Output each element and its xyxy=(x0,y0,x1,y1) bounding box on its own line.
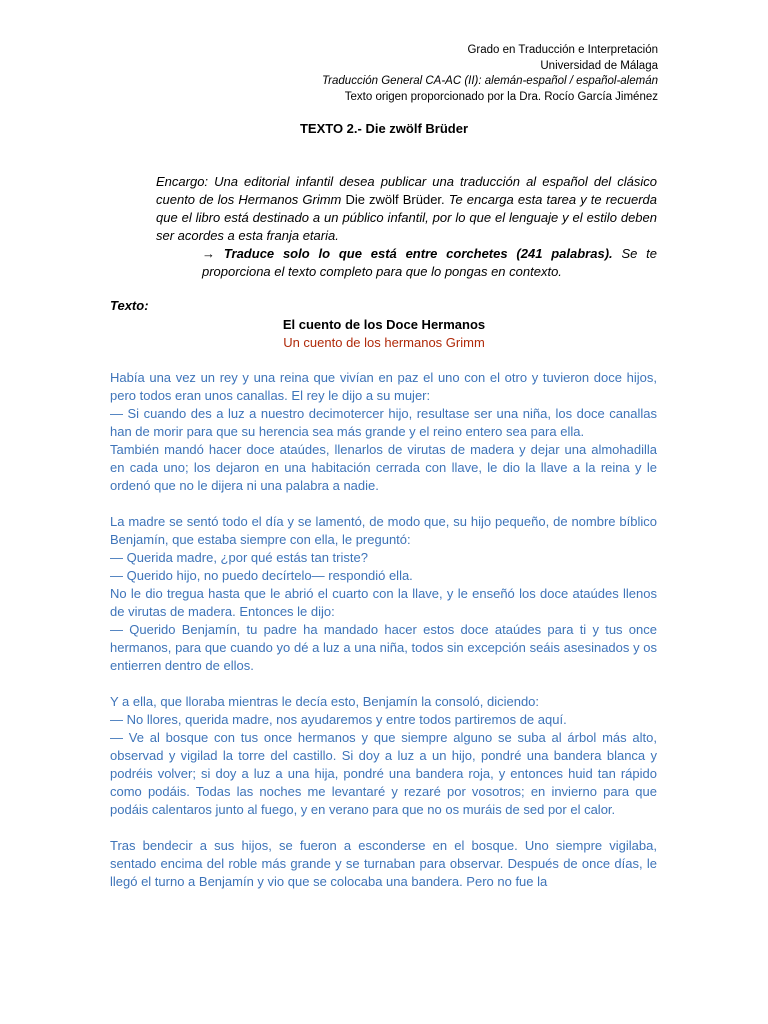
instruction-bold: Traduce solo lo que está entre corchetes (241 palabras). xyxy=(223,246,613,261)
story-paragraph xyxy=(110,513,657,675)
story-paragraph xyxy=(110,837,657,891)
story-line: Había una vez un rey y una reina que vivían en paz el uno con el otro y tuvieron doce hijos, pero todos eran unos canallas. El rey le dijo a su mujer: xyxy=(110,370,657,403)
story-line: — Ve al bosque con tus once hermanos y que siempre alguno se suba al árbol más alto, observad y vigilad la torre del castillo. Si doy a luz a un hijo, pondré una bandera blanca y podréis volver; si doy a luz a una hija, pondré una bandera roja, y entonces huid tan rápido como podáis. Todas las noches me levantaré y rezaré por vosotros; en invierno para que podáis calentaros junto al fuego, y en verano para que no os muráis de sed por el calor. xyxy=(110,730,657,817)
story-line: También mandó hacer doce ataúdes, llenarlos de virutas de madera y dejar una almohadilla en cada uno; los dejaron en una habitación cerrada con llave, le dio la llave a la reina y le ordenó que no le dijera ni una palabra a nadie. xyxy=(110,442,657,493)
brief-instruction xyxy=(202,245,657,281)
story-line: No le dio tregua hasta que le abrió el cuarto con la llave, y le enseñó los doce ataúdes llenos de virutas de madera. Entonces le dijo: xyxy=(110,586,657,619)
instruction-rest: Se te proporciona el texto completo para que lo pongas en contexto. xyxy=(202,246,657,279)
header-university: Universidad de Málaga xyxy=(540,59,658,72)
story-line: — Si cuando des a luz a nuestro decimotercer hijo, resultase ser una niña, los doce canallas han de morir para que su herencia sea más grande y el reino entero sea para ella. xyxy=(110,406,657,439)
arrow-icon: → xyxy=(202,246,215,261)
story-line: — Querido Benjamín, tu padre ha mandado hacer estos doce ataúdes para ti y tus once hermanos, para que cuando yo dé a luz a una niña, todos sin excepción seáis asesinados y os entierren dentro de ellos. xyxy=(110,622,657,673)
story-paragraph xyxy=(110,693,657,819)
brief-part1: Encargo: Una editorial infantil desea publicar una traducción al español del clásico cuento de los Hermanos Grimm xyxy=(156,174,657,207)
story-line: Tras bendecir a sus hijos, se fueron a esconderse en el bosque. Uno siempre vigilaba, sentado encima del roble más grande y se turnaban para observar. Después de once días, le llegó el turno a Benjamín y vio que se colocaba una bandera. Pero no fue la xyxy=(110,838,657,889)
document-title xyxy=(0,121,768,136)
story-line: — Querido hijo, no puedo decírtelo— respondió ella. xyxy=(110,568,413,583)
story-paragraph xyxy=(110,369,657,495)
document-header xyxy=(322,43,658,105)
header-course: Traducción General CA-AC (II): alemán-español / español-alemán xyxy=(322,75,658,88)
document-title-text: Die zwölf Brüder xyxy=(365,121,469,136)
texto-label: Texto: xyxy=(110,298,149,313)
story-heading xyxy=(0,316,768,352)
brief-work-title: Die zwölf Brüder. xyxy=(345,192,445,207)
story-body xyxy=(110,369,657,909)
story-line: — Querida madre, ¿por qué estás tan triste? xyxy=(110,550,368,565)
story-line: La madre se sentó todo el día y se lamentó, de modo que, su hijo pequeño, de nombre bíblico Benjamín, que estaba siempre con ella, le preguntó: xyxy=(110,514,657,547)
header-source: Texto origen proporcionado por la Dra. Rocío García Jiménez xyxy=(344,90,658,103)
document-title-prefix: TEXTO 2.- xyxy=(299,121,362,136)
story-title: El cuento de los Doce Hermanos xyxy=(282,317,486,332)
story-subtitle: Un cuento de los hermanos Grimm xyxy=(283,335,485,350)
assignment-brief xyxy=(156,173,657,281)
story-line: Y a ella, que lloraba mientras le decía esto, Benjamín la consoló, diciendo: xyxy=(110,694,540,709)
header-degree: Grado en Traducción e Interpretación xyxy=(467,44,658,56)
brief-part2: Te encarga esta tarea y te recuerda que el libro está destinado a un público infantil, por lo que el lenguaje y el estilo deben ser acordes a esta franja etaria. xyxy=(156,192,658,243)
brief-paragraph xyxy=(156,173,657,245)
story-line: — No llores, querida madre, nos ayudaremos y entre todos partiremos de aquí. xyxy=(110,712,567,727)
